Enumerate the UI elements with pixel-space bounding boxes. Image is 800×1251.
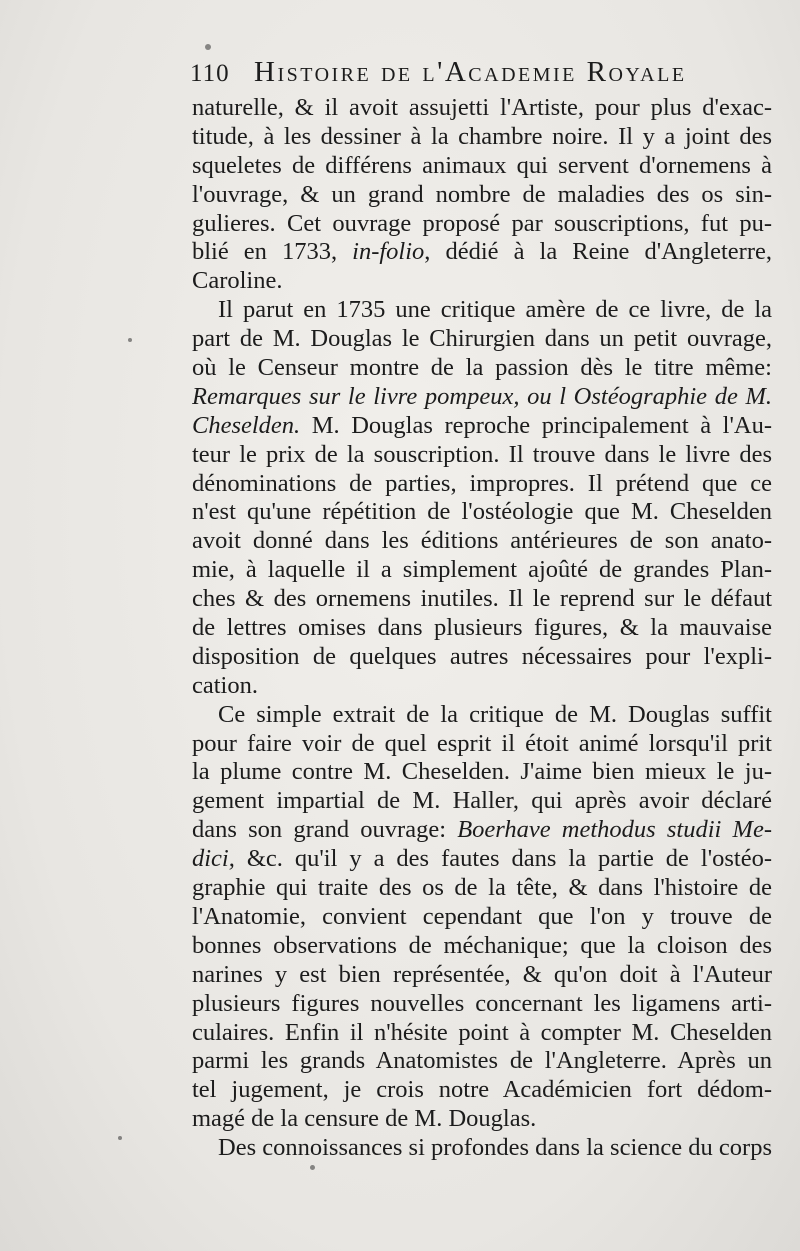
text-line: graphie qui traite des os de la tête, & dans l'histoire de — [192, 874, 772, 902]
text-line: blié en 1733, in-folio, dédié à la Reine d'Angleterre, — [192, 238, 772, 266]
ink-speck — [128, 338, 132, 342]
text-line: ches & des ornemens inutiles. Il le reprend sur le défaut — [192, 585, 772, 613]
text-line: l'Anatomie, convient cependant que l'on y trouve de — [192, 902, 772, 930]
text-line: tel jugement, je crois notre Académicien fort dédom- — [192, 1076, 772, 1104]
text-line: magé de la censure de M. Douglas. — [192, 1105, 537, 1133]
text-line: culaires. Enfin il n'hésite point à compter M. Cheselden — [192, 1018, 772, 1046]
page-number: 110 — [190, 60, 230, 87]
text-line: bonnes observations de méchanique; que la cloison des — [192, 931, 772, 959]
ink-speck — [118, 1136, 122, 1140]
text-line: naturelle, & il avoit assujetti l'Artiste, pour plus d'exac- — [192, 94, 772, 121]
text-line: dici, &c. qu'il y a des fautes dans la partie de l'ostéo- — [192, 845, 772, 873]
text-line: mie, à laquelle il a simplement ajoûté de grandes Plan- — [192, 556, 772, 584]
text-line: dans son grand ouvrage: Boerhave methodus studii Me- — [192, 816, 772, 844]
text-line: Cheselden. M. Douglas reproche principalement à l'Au- — [192, 411, 772, 439]
text-line: gement impartial de M. Haller, qui après avoir déclaré — [192, 787, 772, 815]
text-line: la plume contre M. Cheselden. J'aime bien mieux le ju- — [192, 758, 772, 786]
text-line: titude, à les dessiner à la chambre noire. Il y a joint des — [192, 122, 772, 150]
text-line: l'ouvrage, & un grand nombre de maladies des os sin- — [192, 180, 772, 208]
text-line: Remarques sur le livre pompeux, ou l Ostéographie de M. — [192, 382, 772, 410]
text-line: disposition de quelques autres nécessaires pour l'expli- — [192, 642, 772, 670]
text-line: squeletes de différens animaux qui servent d'ornemens à — [192, 151, 772, 179]
text-line: teur le prix de la souscription. Il trouve dans le livre des — [192, 440, 772, 468]
ink-speck — [310, 1165, 315, 1170]
text-line: Caroline. — [192, 267, 283, 295]
text-line: plusieurs figures nouvelles concernant les ligamens arti- — [192, 989, 772, 1017]
text-line: avoit donné dans les éditions antérieures de son anato- — [192, 527, 772, 555]
text-line: où le Censeur montre de la passion dès le titre même: — [192, 354, 772, 382]
running-title: Histoire de l'Academie Royale — [254, 56, 687, 88]
text-line: cation. — [192, 671, 258, 699]
text-line: n'est qu'une répétition de l'ostéologie que M. Cheselden — [192, 498, 772, 526]
body-text — [192, 94, 772, 1163]
text-line: gulieres. Cet ouvrage proposé par souscriptions, fut pu- — [192, 209, 772, 237]
text-line: pour faire voir de quel esprit il étoit animé lorsqu'il prit — [192, 729, 772, 757]
text-line: part de M. Douglas le Chirurgien dans un petit ouvrage, — [192, 325, 772, 353]
text-line: dénominations de parties, impropres. Il prétend que ce — [192, 469, 772, 497]
text-line: Ce simple extrait de la critique de M. Douglas suffit — [218, 700, 772, 728]
text-line: Des connoissances si profondes dans la science du corps — [218, 1134, 772, 1162]
text-line: parmi les grands Anatomistes de l'Angleterre. Après un — [192, 1047, 772, 1075]
text-line: Il parut en 1735 une critique amère de ce livre, de la — [218, 296, 772, 324]
page-header — [190, 54, 735, 94]
text-line: de lettres omises dans plusieurs figures, & la mauvaise — [192, 614, 772, 642]
ink-speck — [205, 44, 211, 50]
text-line: narines y est bien représentée, & qu'on doit à l'Auteur — [192, 960, 772, 988]
